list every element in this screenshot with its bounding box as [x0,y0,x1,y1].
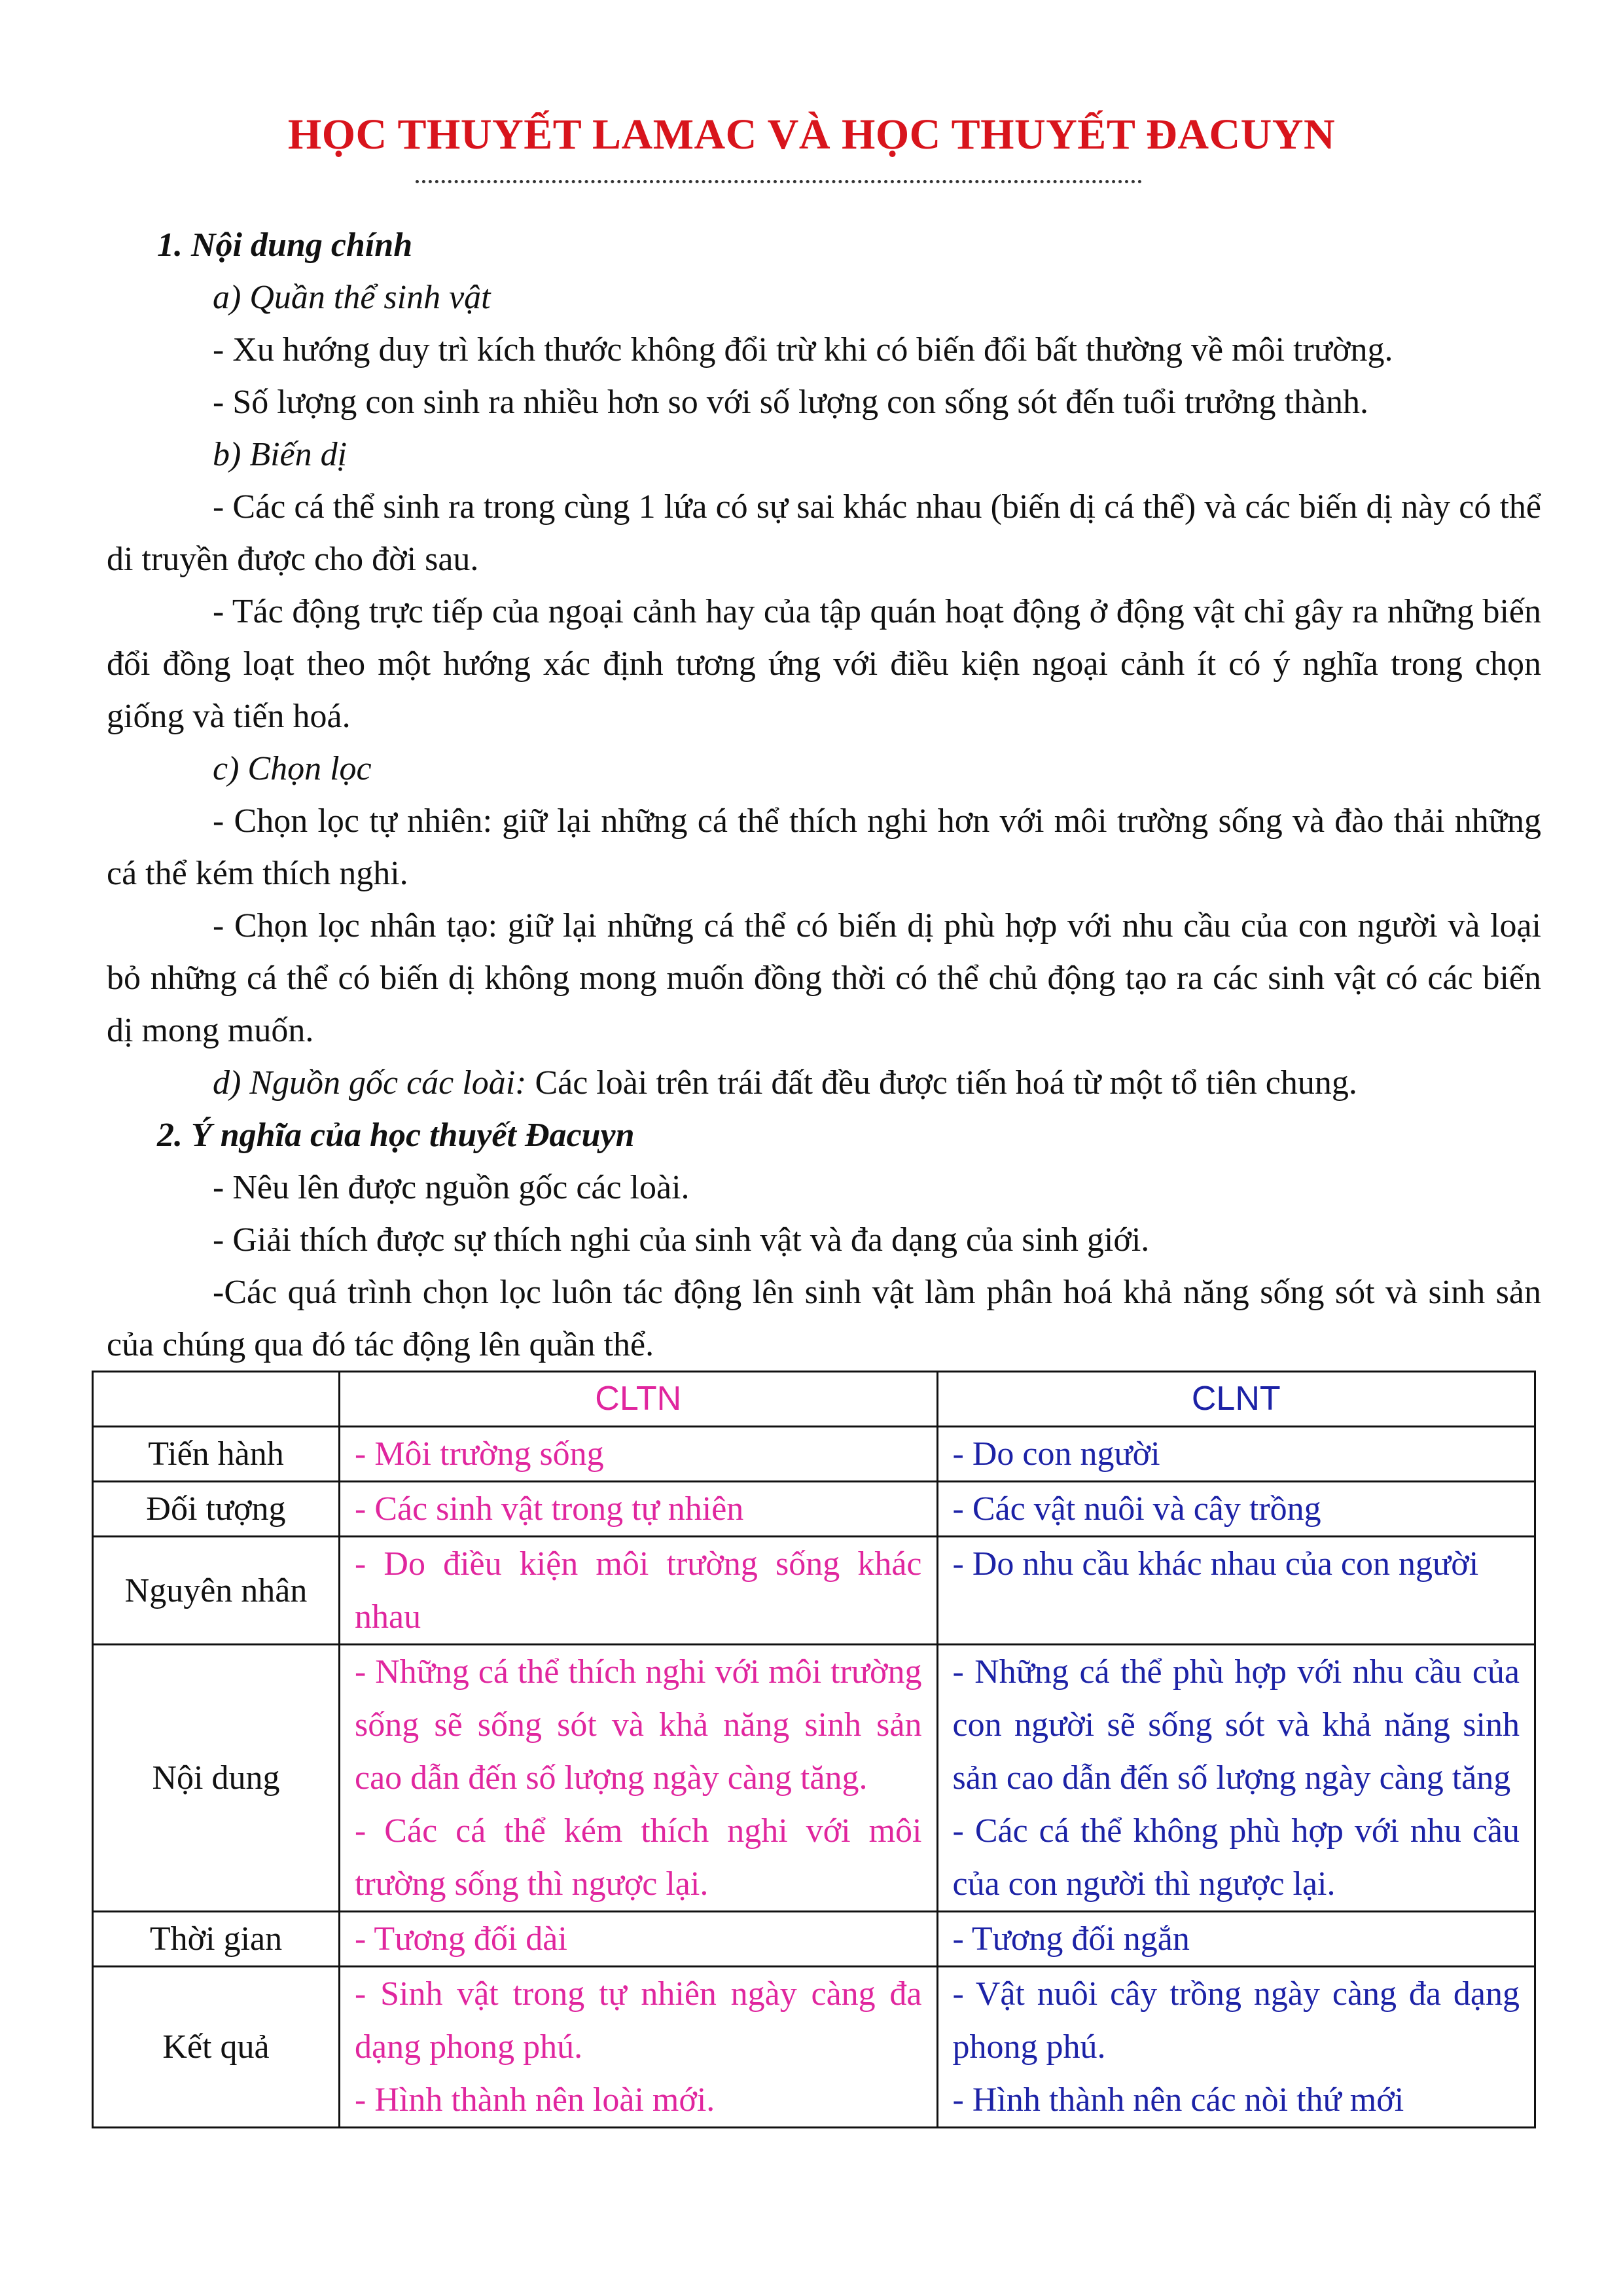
table-header-empty [93,1372,340,1427]
cell-text: - Những cá thể phù hợp với nhu cầu của con người sẽ sống sót và khả năng sinh sản cao dẫn đến số lượng ngày càng tăng [952,1653,1520,1797]
cell-text: - Do nhu cầu khác nhau của con người [952,1545,1479,1583]
subsection-d-text: Các loài trên trái đất đều được tiến hoá từ một tổ tiên chung. [526,1064,1357,1102]
row-label: Thời gian [93,1912,340,1967]
clnt-cell [937,1427,1535,1482]
cell-text: - Do con người [952,1435,1160,1473]
cell-text: - Các sinh vật trong tự nhiên [355,1490,744,1528]
cltn-cell [340,1537,938,1645]
bullet-text: - Số lượng con sinh ra nhiều hơn so với số lượng con sống sót đến tuổi trưởng thành. [213,384,1369,421]
row-label: Nội dung [93,1645,340,1912]
subsection-a-heading: a) Quần thể sinh vật [213,279,491,316]
table-row [93,1645,1535,1912]
table-row [93,1537,1535,1645]
table-row [93,1967,1535,2128]
table-header-row [93,1372,1535,1427]
cltn-cell [340,1967,938,2128]
page-title: HỌC THUYẾT LAMAC VÀ HỌC THUYẾT ĐACUYN [287,111,1336,158]
row-label: Đối tượng [93,1482,340,1537]
row-label: Nguyên nhân [93,1537,340,1645]
cell-text: - Tương đối dài [355,1920,567,1958]
section-2-heading: 2. Ý nghĩa của học thuyết Đacuyn [157,1117,635,1154]
cltn-cell [340,1482,938,1537]
clnt-cell [937,1912,1535,1967]
subsection-d [213,1057,1541,1109]
paragraph: - Chọn lọc nhân tạo: giữ lại những cá thể có biến dị phù hợp với nhu cầu của con người và loại bỏ những cá thể có biến dị không mong muốn đồng thời có thể chủ động tạo ra các sinh vật có các biến dị mong muốn. [107,907,1541,1049]
cell-text: - Do điều kiện môi trường sống khác nhau [355,1545,922,1636]
cell-text: - Tương đối ngắn [952,1920,1190,1958]
cltn-cell [340,1427,938,1482]
cell-text: - Những cá thể thích nghi với môi trường sống sẽ sống sót và khả năng sinh sản cao dẫn đến số lượng ngày càng tăng. [355,1653,922,1797]
bullet-text: - Xu hướng duy trì kích thước không đổi trừ khi có biến đổi bất thường về môi trường. [213,331,1393,368]
cell-text: - Hình thành nên loài mới. [355,2081,715,2119]
row-label: Kết quả [93,1967,340,2128]
table-row [93,1482,1535,1537]
title-underline [416,180,1142,183]
cltn-cell [340,1912,938,1967]
cell-text: - Hình thành nên các nòi thứ mới [952,2081,1404,2119]
cltn-cell [340,1645,938,1912]
subsection-d-heading: d) Nguồn gốc các loài: [213,1064,527,1102]
paragraph: - Các cá thể sinh ra trong cùng 1 lứa có sự sai khác nhau (biến dị cá thể) và các biến dị này có thể di truyền được cho đời sau. [107,488,1541,578]
cell-text: - Các vật nuôi và cây trồng [952,1490,1321,1528]
row-label: Tiến hành [93,1427,340,1482]
clnt-cell [937,1645,1535,1912]
cell-text: - Các cá thể kém thích nghi với môi trường sống thì ngược lại. [355,1812,922,1903]
subsection-b-heading: b) Biến dị [213,436,348,473]
table-row [93,1427,1535,1482]
cell-text: - Vật nuôi cây trồng ngày càng đa dạng phong phú. [952,1975,1520,2066]
bullet-text: - Giải thích được sự thích nghi của sinh vật và đa dạng của sinh giới. [213,1221,1150,1259]
clnt-cell [937,1482,1535,1537]
comparison-table [92,1371,1536,2128]
section-1-heading: 1. Nội dung chính [157,226,413,264]
clnt-cell [937,1537,1535,1645]
cell-text: - Môi trường sống [355,1435,604,1473]
paragraph: - Chọn lọc tự nhiên: giữ lại những cá thể thích nghi hơn với môi trường sống và đào thải những cá thể kém thích nghi. [107,802,1541,892]
bullet-text: - Nêu lên được nguồn gốc các loài. [213,1169,690,1206]
cell-text: - Sinh vật trong tự nhiên ngày càng đa dạng phong phú. [355,1975,922,2066]
table-header-clnt: CLNT [937,1372,1535,1427]
paragraph: - Tác động trực tiếp của ngoại cảnh hay của tập quán hoạt động ở động vật chỉ gây ra những biến đổi đồng loạt theo một hướng xác định tương ứng với điều kiện ngoại cảnh ít có ý nghĩa trong chọn giống và tiến hoá. [107,593,1541,735]
clnt-cell [937,1967,1535,2128]
table-row [93,1912,1535,1967]
cell-text: - Các cá thể không phù hợp với nhu cầu của con người thì ngược lại. [952,1812,1520,1903]
subsection-c-heading: c) Chọn lọc [213,750,372,787]
paragraph: -Các quá trình chọn lọc luôn tác động lên sinh vật làm phân hoá khả năng sống sót và sinh sản của chúng qua đó tác động lên quần thể. [107,1274,1541,1363]
table-header-cltn: CLTN [340,1372,938,1427]
